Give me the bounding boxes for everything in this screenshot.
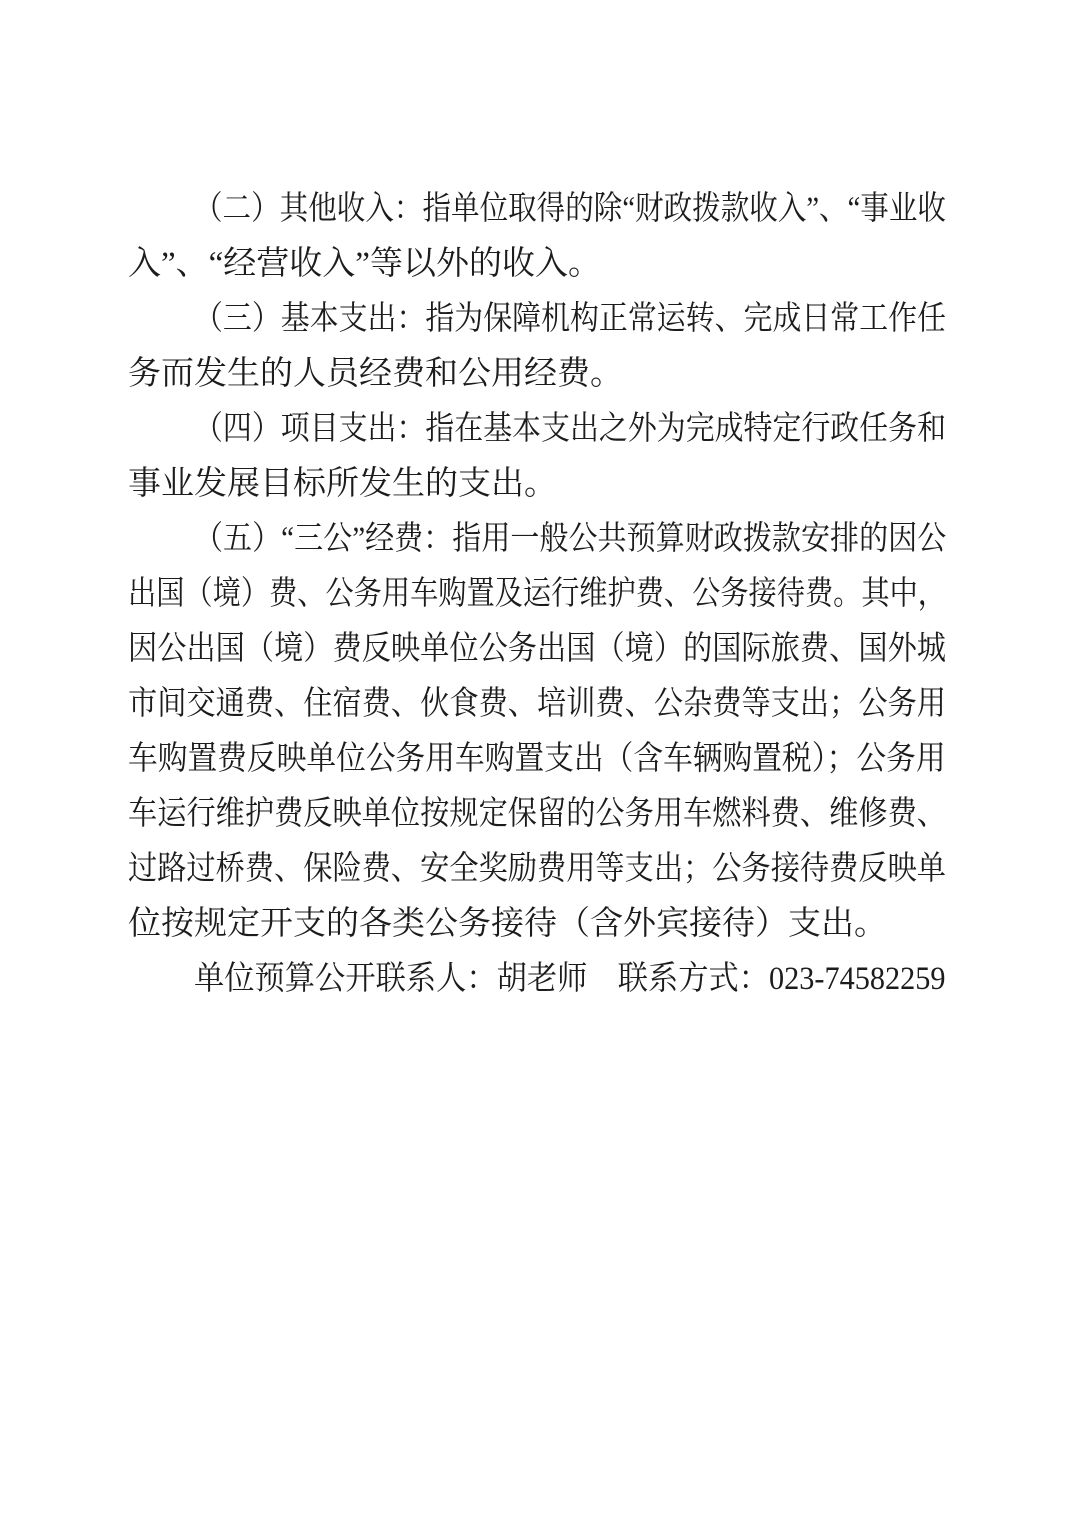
line-text: 事业发展目标所发生的支出。 [128, 466, 557, 502]
line-text: （五）“三公”经费：指用一般公共预算财政拨款安排的因公 [194, 521, 947, 557]
line-text: 因公出国（境）费反映单位公务出国（境）的国际旅费、国外城 [128, 631, 946, 667]
text-line [128, 567, 946, 622]
line-text: 务而发生的人员经费和公用经费。 [128, 356, 623, 392]
line-text: （三）基本支出：指为保障机构正常运转、完成日常工作任 [194, 301, 946, 337]
line-text: 出国（境）费、公务用车购置及运行维护费、公务接待费。其中， [128, 576, 946, 612]
line-text: 位按规定开支的各类公务接待（含外宾接待）支出。 [128, 906, 887, 942]
contact-method-label: 联系方式： [617, 961, 770, 997]
text-line [128, 842, 946, 897]
contact-line [128, 952, 946, 1007]
text-line [128, 237, 946, 292]
text-line [128, 732, 946, 787]
line-text: 入”、“经营收入”等以外的收入。 [128, 246, 601, 282]
line-text: 车购置费反映单位公务用车购置支出（含车辆购置税）；公务用 [128, 741, 946, 777]
text-line [128, 292, 946, 347]
text-line [128, 787, 946, 842]
contact-person-label: 单位预算公开联系人： [194, 961, 497, 997]
text-line [128, 182, 946, 237]
text-line [128, 677, 946, 732]
line-text: 车运行维护费反映单位按规定保留的公务用车燃料费、维修费、 [128, 796, 946, 832]
text-line [128, 402, 946, 457]
text-line [128, 897, 946, 952]
document-body [128, 182, 946, 1007]
line-text: 过路过桥费、保险费、安全奖励费用等支出；公务接待费反映单 [128, 851, 946, 887]
text-line [128, 622, 946, 677]
line-text: （二）其他收入：指单位取得的除“财政拨款收入”、“事业收 [194, 191, 946, 227]
line-text: 市间交通费、住宿费、伙食费、培训费、公杂费等支出；公务用 [128, 686, 946, 722]
contact-text [194, 952, 946, 1007]
contact-person-name: 胡老师 [496, 961, 588, 997]
text-line [128, 457, 946, 512]
text-line [128, 347, 946, 402]
line-text: （四）项目支出：指在基本支出之外为完成特定行政任务和 [194, 411, 946, 447]
text-line [128, 512, 946, 567]
contact-phone: 023-74582259 [769, 961, 946, 997]
